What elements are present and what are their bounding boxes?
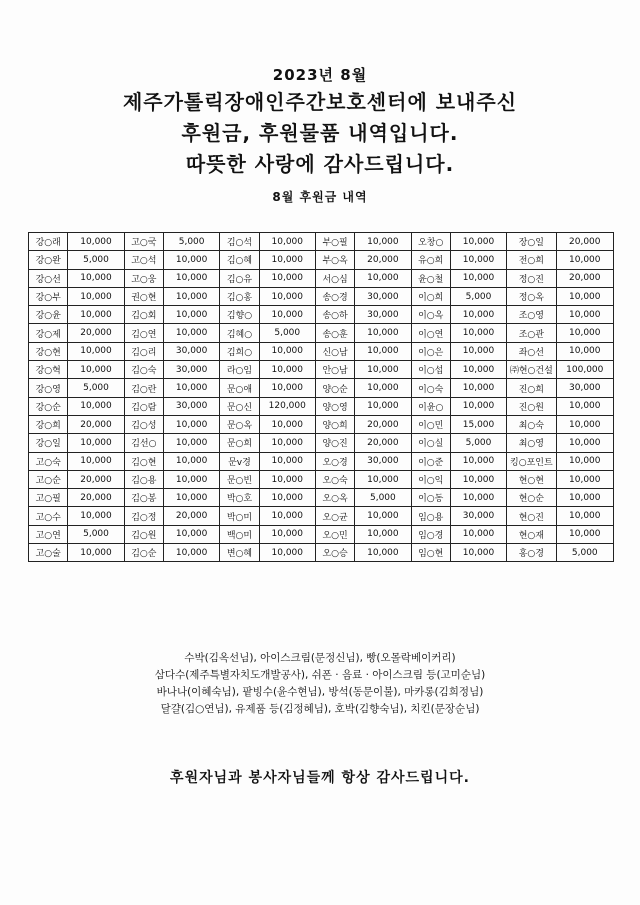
- donor-name-cell: 고○순: [29, 470, 68, 488]
- donation-amount-cell: 10,000: [355, 507, 411, 525]
- donation-amount-cell: 10,000: [68, 434, 124, 452]
- donor-name-cell: 오○균: [315, 507, 354, 525]
- donor-name-cell: 문○옥: [220, 415, 259, 433]
- donor-name-cell: 강○제: [29, 324, 68, 342]
- donor-name-cell: 김○정: [124, 507, 163, 525]
- donor-name-cell: 이○실: [411, 434, 450, 452]
- donation-amount-cell: 5,000: [259, 324, 315, 342]
- items-line: 삼다수(제주특별자치도개발공사), 쉬폰 · 음료 · 아이스크림 등(고미순님): [154, 669, 486, 681]
- donor-name-cell: 부○옥: [315, 251, 354, 269]
- donation-amount-cell: 10,000: [164, 306, 220, 324]
- donor-name-cell: 현○진: [507, 507, 556, 525]
- thank-you-footer: 후원자님과 봉사자님들께 항상 감사드립니다.: [170, 770, 470, 786]
- donation-amount-cell: 10,000: [450, 470, 506, 488]
- donation-amount-cell: 10,000: [556, 342, 613, 360]
- donation-amount-cell: 10,000: [259, 452, 315, 470]
- donation-amount-cell: 10,000: [450, 489, 506, 507]
- table-row: [29, 361, 614, 379]
- donor-name-cell: 이○연: [411, 324, 450, 342]
- donation-amount-cell: 10,000: [355, 324, 411, 342]
- donation-amount-cell: 10,000: [355, 544, 411, 562]
- donation-amount-cell: 10,000: [259, 434, 315, 452]
- donation-amount-cell: 10,000: [68, 507, 124, 525]
- header-line-1: 제주가톨릭장애인주간보호센터에 보내주신: [122, 90, 518, 114]
- donation-amount-cell: 10,000: [355, 525, 411, 543]
- donor-name-cell: 유○희: [411, 251, 450, 269]
- donation-amount-cell: 20,000: [68, 470, 124, 488]
- donation-amount-cell: 10,000: [355, 397, 411, 415]
- donation-amount-cell: 10,000: [556, 287, 613, 305]
- donation-amount-cell: 5,000: [68, 525, 124, 543]
- table-row: [29, 507, 614, 525]
- donor-name-cell: 오○민: [315, 525, 354, 543]
- donation-amount-cell: 10,000: [164, 269, 220, 287]
- donation-amount-cell: 10,000: [556, 251, 613, 269]
- donor-name-cell: 이○숙: [411, 379, 450, 397]
- donor-name-cell: 진○원: [507, 397, 556, 415]
- donor-name-cell: 전○희: [507, 251, 556, 269]
- donation-amount-cell: 10,000: [355, 470, 411, 488]
- donor-name-cell: 김선○: [124, 434, 163, 452]
- donation-amount-cell: 20,000: [355, 434, 411, 452]
- donation-amount-cell: 10,000: [259, 269, 315, 287]
- table-row: [29, 287, 614, 305]
- donor-name-cell: 임○용: [411, 507, 450, 525]
- donation-amount-cell: 10,000: [450, 361, 506, 379]
- donor-name-cell: 강○희: [29, 415, 68, 433]
- donation-amount-cell: 30,000: [164, 361, 220, 379]
- donation-amount-cell: 10,000: [355, 379, 411, 397]
- donation-amount-cell: 10,000: [450, 342, 506, 360]
- donor-name-cell: 정○옥: [507, 287, 556, 305]
- donation-amount-cell: 30,000: [355, 287, 411, 305]
- header-line-2: 후원금, 후원물품 내역입니다.: [181, 121, 459, 145]
- donor-name-cell: 서○심: [315, 269, 354, 287]
- donation-amount-cell: 10,000: [259, 361, 315, 379]
- donation-amount-cell: 10,000: [259, 415, 315, 433]
- donation-amount-cell: 10,000: [556, 324, 613, 342]
- donation-amount-cell: 10,000: [259, 342, 315, 360]
- donation-amount-cell: 10,000: [164, 434, 220, 452]
- donor-name-cell: 권○현: [124, 287, 163, 305]
- donation-amount-cell: 10,000: [355, 269, 411, 287]
- donor-name-cell: 강○현: [29, 342, 68, 360]
- donation-amount-cell: 120,000: [259, 397, 315, 415]
- donation-amount-cell: 5,000: [164, 233, 220, 251]
- donation-amount-cell: 10,000: [355, 361, 411, 379]
- donor-name-cell: 김○홍: [220, 287, 259, 305]
- donor-name-cell: 이○은: [411, 342, 450, 360]
- donation-amount-cell: 10,000: [556, 397, 613, 415]
- donor-name-cell: 강○일: [29, 434, 68, 452]
- donor-name-cell: 김향○: [220, 306, 259, 324]
- donation-amount-cell: 10,000: [164, 287, 220, 305]
- donor-name-cell: 고○석: [124, 251, 163, 269]
- donation-amount-cell: 10,000: [164, 470, 220, 488]
- donation-amount-cell: 10,000: [556, 525, 613, 543]
- donor-name-cell: 송○경: [315, 287, 354, 305]
- donation-amount-cell: 10,000: [556, 306, 613, 324]
- donor-name-cell: 김○연: [124, 324, 163, 342]
- donation-amount-cell: 10,000: [355, 233, 411, 251]
- donation-amount-cell: 30,000: [355, 306, 411, 324]
- donor-name-cell: 안○남: [315, 361, 354, 379]
- table-row: [29, 324, 614, 342]
- donor-name-cell: 고○연: [29, 525, 68, 543]
- donor-name-cell: 임○현: [411, 544, 450, 562]
- table-row: [29, 379, 614, 397]
- donation-amount-cell: 10,000: [164, 544, 220, 562]
- donation-amount-cell: 20,000: [556, 269, 613, 287]
- donor-name-cell: 이○동: [411, 489, 450, 507]
- donor-name-cell: 강○영: [29, 379, 68, 397]
- donation-amount-cell: 20,000: [355, 251, 411, 269]
- donor-name-cell: 임○경: [411, 525, 450, 543]
- table-row: [29, 269, 614, 287]
- donation-amount-cell: 30,000: [556, 379, 613, 397]
- donor-name-cell: 김혜○: [220, 324, 259, 342]
- donor-name-cell: 고○필: [29, 489, 68, 507]
- donor-name-cell: 강○윤: [29, 306, 68, 324]
- donor-name-cell: 김○원: [124, 525, 163, 543]
- donation-amount-cell: 10,000: [68, 269, 124, 287]
- donation-amount-cell: 5,000: [450, 434, 506, 452]
- donor-name-cell: 강○혁: [29, 361, 68, 379]
- donation-amount-cell: 30,000: [355, 452, 411, 470]
- table-row: [29, 251, 614, 269]
- donor-name-cell: 이○희: [411, 287, 450, 305]
- donation-amount-cell: 10,000: [259, 489, 315, 507]
- donation-amount-cell: 5,000: [68, 251, 124, 269]
- donation-amount-cell: 10,000: [450, 379, 506, 397]
- donor-name-cell: 이○섭: [411, 361, 450, 379]
- donation-amount-cell: 20,000: [68, 415, 124, 433]
- donor-name-cell: 김○성: [124, 415, 163, 433]
- donation-amount-cell: 10,000: [450, 397, 506, 415]
- donor-name-cell: 문○신: [220, 397, 259, 415]
- donation-amount-cell: 30,000: [164, 397, 220, 415]
- donation-amount-cell: 10,000: [164, 452, 220, 470]
- donation-amount-cell: 10,000: [259, 525, 315, 543]
- donor-name-cell: 문v경: [220, 452, 259, 470]
- donor-name-cell: 정○진: [507, 269, 556, 287]
- donation-amount-cell: 10,000: [556, 507, 613, 525]
- donor-name-cell: 장○일: [507, 233, 556, 251]
- donor-name-cell: 양○순: [315, 379, 354, 397]
- donation-amount-cell: 10,000: [164, 525, 220, 543]
- donor-name-cell: 이윤○: [411, 397, 450, 415]
- donor-name-cell: 박○미: [220, 507, 259, 525]
- donor-name-cell: 문○빈: [220, 470, 259, 488]
- donor-name-cell: 강○선: [29, 269, 68, 287]
- donor-name-cell: 이○옥: [411, 306, 450, 324]
- donor-name-cell: 이○익: [411, 470, 450, 488]
- donation-amount-cell: 10,000: [556, 489, 613, 507]
- table-row: [29, 342, 614, 360]
- table-row: [29, 544, 614, 562]
- donor-name-cell: 현○재: [507, 525, 556, 543]
- donor-name-cell: 킹○포인트: [507, 452, 556, 470]
- donor-name-cell: 오창○: [411, 233, 450, 251]
- donor-name-cell: 고○숙: [29, 452, 68, 470]
- donation-amount-cell: 10,000: [259, 287, 315, 305]
- donor-name-cell: 김○봉: [124, 489, 163, 507]
- donor-name-cell: 오○승: [315, 544, 354, 562]
- donor-name-cell: 좌○선: [507, 342, 556, 360]
- donation-amount-cell: 10,000: [164, 415, 220, 433]
- donation-amount-cell: 10,000: [68, 233, 124, 251]
- donation-amount-cell: 10,000: [259, 470, 315, 488]
- donor-name-cell: 현○순: [507, 489, 556, 507]
- donation-amount-cell: 10,000: [450, 544, 506, 562]
- donation-amount-cell: 10,000: [450, 525, 506, 543]
- donation-amount-cell: 20,000: [68, 489, 124, 507]
- donation-amount-cell: 10,000: [164, 251, 220, 269]
- donor-name-cell: 윤○철: [411, 269, 450, 287]
- donor-name-cell: 김희○: [220, 342, 259, 360]
- donation-amount-cell: 20,000: [164, 507, 220, 525]
- table-row: [29, 415, 614, 433]
- items-line: 바나나(이혜숙님), 팥빙수(윤수현님), 방석(동문이불), 마카롱(김희정님): [156, 686, 484, 698]
- donor-name-cell: 김○용: [124, 470, 163, 488]
- donor-name-cell: 송○하: [315, 306, 354, 324]
- table-row: [29, 470, 614, 488]
- donation-amount-cell: 10,000: [164, 324, 220, 342]
- donor-name-cell: 현○현: [507, 470, 556, 488]
- donor-name-cell: 고○웅: [124, 269, 163, 287]
- donor-name-cell: 강○완: [29, 251, 68, 269]
- donor-name-cell: 부○필: [315, 233, 354, 251]
- donor-name-cell: 김○회: [124, 306, 163, 324]
- donation-amount-cell: 10,000: [164, 489, 220, 507]
- donation-amount-cell: 5,000: [556, 544, 613, 562]
- donor-name-cell: 김○유: [220, 269, 259, 287]
- table-row: [29, 233, 614, 251]
- donation-amount-cell: 10,000: [68, 287, 124, 305]
- donation-table: [28, 232, 614, 562]
- donation-amount-cell: 10,000: [556, 452, 613, 470]
- donation-amount-cell: 10,000: [68, 361, 124, 379]
- table-row: [29, 452, 614, 470]
- donor-name-cell: 조○영: [507, 306, 556, 324]
- donor-name-cell: 문○희: [220, 434, 259, 452]
- donor-name-cell: ㈜현○건설: [507, 361, 556, 379]
- donor-name-cell: 양○희: [315, 415, 354, 433]
- donor-name-cell: 김○리: [124, 342, 163, 360]
- donation-amount-cell: 10,000: [68, 452, 124, 470]
- donor-name-cell: 김○란: [124, 379, 163, 397]
- donor-name-cell: 조○관: [507, 324, 556, 342]
- donation-amount-cell: 10,000: [259, 251, 315, 269]
- donor-name-cell: 강○부: [29, 287, 68, 305]
- donor-name-cell: 고○국: [124, 233, 163, 251]
- donor-name-cell: 진○희: [507, 379, 556, 397]
- donation-amount-cell: 10,000: [556, 434, 613, 452]
- donation-amount-cell: 10,000: [68, 306, 124, 324]
- donor-name-cell: 김○현: [124, 452, 163, 470]
- donation-amount-cell: 10,000: [556, 415, 613, 433]
- donation-amount-cell: 30,000: [164, 342, 220, 360]
- donor-name-cell: 김○혜: [220, 251, 259, 269]
- donor-name-cell: 김○람: [124, 397, 163, 415]
- donor-name-cell: 최○영: [507, 434, 556, 452]
- table-row: [29, 489, 614, 507]
- donor-name-cell: 오○옥: [315, 489, 354, 507]
- donation-amount-cell: 20,000: [556, 233, 613, 251]
- donation-amount-cell: 10,000: [68, 397, 124, 415]
- donation-amount-cell: 30,000: [450, 507, 506, 525]
- donor-name-cell: 김○순: [124, 544, 163, 562]
- table-row: [29, 397, 614, 415]
- donor-name-cell: 이○준: [411, 452, 450, 470]
- donation-amount-cell: 10,000: [556, 470, 613, 488]
- donation-amount-cell: 10,000: [259, 379, 315, 397]
- donation-table-body: [29, 233, 614, 562]
- donation-amount-cell: 5,000: [68, 379, 124, 397]
- donor-name-cell: 변○혜: [220, 544, 259, 562]
- items-line: 달걀(김○연님), 유제품 등(김정혜님), 호박(김향숙님), 치킨(문장순님): [160, 703, 480, 715]
- donor-name-cell: 최○숙: [507, 415, 556, 433]
- donation-amount-cell: 10,000: [450, 269, 506, 287]
- donation-amount-cell: 15,000: [450, 415, 506, 433]
- donation-amount-cell: 10,000: [450, 306, 506, 324]
- donor-name-cell: 강○순: [29, 397, 68, 415]
- donor-name-cell: 문○애: [220, 379, 259, 397]
- donor-name-cell: 라○임: [220, 361, 259, 379]
- donor-name-cell: 홍○경: [507, 544, 556, 562]
- donor-name-cell: 강○래: [29, 233, 68, 251]
- donation-amount-cell: 20,000: [68, 324, 124, 342]
- donation-amount-cell: 10,000: [259, 233, 315, 251]
- donated-items-list: [0, 650, 640, 718]
- donor-name-cell: 백○미: [220, 525, 259, 543]
- donation-amount-cell: 20,000: [355, 415, 411, 433]
- table-row: [29, 306, 614, 324]
- donation-amount-cell: 10,000: [164, 379, 220, 397]
- donor-name-cell: 이○민: [411, 415, 450, 433]
- donation-subtitle: 8월 후원금 내역: [272, 190, 368, 204]
- donation-amount-cell: 10,000: [259, 544, 315, 562]
- donation-amount-cell: 10,000: [450, 251, 506, 269]
- donor-name-cell: 양○영: [315, 397, 354, 415]
- donor-name-cell: 오○숙: [315, 470, 354, 488]
- table-row: [29, 434, 614, 452]
- donation-amount-cell: 10,000: [68, 342, 124, 360]
- header-line-3: 따뜻한 사랑에 감사드립니다.: [185, 152, 455, 176]
- donor-name-cell: 신○남: [315, 342, 354, 360]
- header-date: 2023년 8월: [272, 66, 368, 84]
- donation-amount-cell: 10,000: [355, 342, 411, 360]
- donation-amount-cell: 10,000: [450, 324, 506, 342]
- donation-amount-cell: 10,000: [68, 544, 124, 562]
- items-line: 수박(김옥선님), 아이스크림(문정신님), 빵(오몰락베이커리): [184, 652, 456, 664]
- donation-amount-cell: 5,000: [450, 287, 506, 305]
- donation-amount-cell: 10,000: [259, 306, 315, 324]
- donation-amount-cell: 10,000: [259, 507, 315, 525]
- donation-amount-cell: 100,000: [556, 361, 613, 379]
- donation-amount-cell: 10,000: [450, 452, 506, 470]
- donor-name-cell: 김○석: [220, 233, 259, 251]
- donor-name-cell: 고○수: [29, 507, 68, 525]
- donation-amount-cell: 10,000: [450, 233, 506, 251]
- donor-name-cell: 박○호: [220, 489, 259, 507]
- donor-name-cell: 김○숙: [124, 361, 163, 379]
- donor-name-cell: 오○경: [315, 452, 354, 470]
- table-row: [29, 525, 614, 543]
- donor-name-cell: 고○술: [29, 544, 68, 562]
- donor-name-cell: 송○훈: [315, 324, 354, 342]
- donation-amount-cell: 5,000: [355, 489, 411, 507]
- donor-name-cell: 양○진: [315, 434, 354, 452]
